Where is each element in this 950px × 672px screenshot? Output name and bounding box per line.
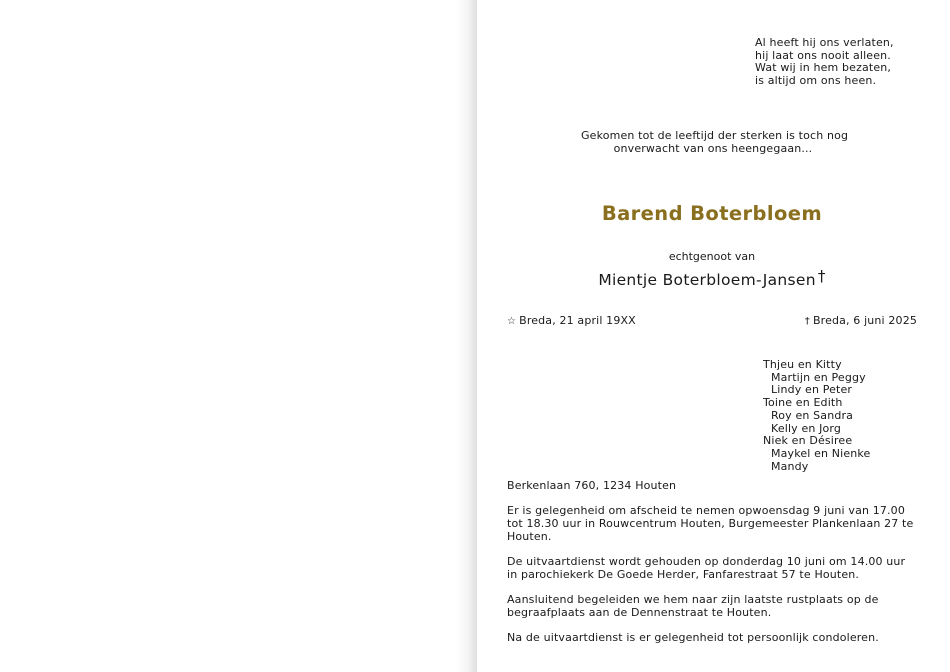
family-member: Lindy en Peter: [771, 383, 853, 397]
death-date: [805, 315, 917, 329]
family-member: Maykel en Nienke: [771, 446, 871, 460]
intro-line: Gekomen tot de leeftijd der sterken is toch nog: [581, 129, 849, 142]
service-info: De uitvaartdienst wordt gehouden op donderdag 10 juni om 14.00 uur in parochiekerk De Goede Herder, Fanfarestraat 57 te Houten.: [507, 555, 906, 581]
family-member: Martijn en Peggy: [771, 370, 866, 384]
farewell-info: Er is gelegenheid om afscheid te nemen opwoensdag 9 juni van 17.00 tot 18.30 uur in Rouwcentrum Houten, Burgemeester Plankenlaan 27 te Houten.: [507, 504, 914, 543]
family-member: Thjeu en Kitty: [763, 358, 842, 371]
family-member: Niek en Désiree: [763, 434, 853, 448]
birth-date: [507, 315, 636, 329]
page-fold-shadow: [455, 0, 477, 672]
cross-icon: †: [804, 316, 810, 327]
right-page: [477, 0, 950, 672]
poem: [755, 37, 894, 87]
family-member: Kelly en Jorg: [771, 421, 842, 435]
birth-date-text: Breda, 21 april 19XX: [519, 314, 636, 327]
intro-text: [581, 129, 849, 155]
intro-line: onverwacht van ons heengegaan...: [613, 142, 813, 155]
poem-line: Al heeft hij ons verlaten,: [755, 36, 894, 49]
family-member: Toine en Edith: [763, 396, 843, 410]
family-list: [763, 359, 870, 473]
star-icon: ☆: [507, 316, 517, 327]
poem-line: hij laat ons nooit alleen.: [755, 48, 891, 62]
burial-info: Aansluitend begeleiden we hem naar zijn laatste rustplaats op de begraafplaats aan de Dennenstraat te Houten.: [507, 593, 879, 619]
death-date-text: Breda, 6 juni 2025: [812, 314, 917, 327]
cross-icon: †: [817, 267, 826, 285]
condolence-info: Na de uitvaartdienst is er gelegenheid tot persoonlijk condoleren.: [507, 631, 879, 645]
spouse-line: [477, 267, 947, 289]
family-member: Roy en Sandra: [771, 408, 854, 422]
funeral-details: [507, 480, 917, 658]
family-member: Mandy: [771, 459, 809, 473]
spouse-name: Mientje Boterbloem-Jansen: [598, 271, 816, 289]
poem-line: is altijd om ons heen.: [755, 73, 877, 87]
deceased-name: Barend Boterbloem: [601, 202, 823, 225]
address: Berkenlaan 760, 1234 Houten: [507, 479, 677, 492]
spouse-label: echtgenoot van: [668, 250, 756, 263]
poem-line: Wat wij in hem bezaten,: [755, 61, 892, 75]
